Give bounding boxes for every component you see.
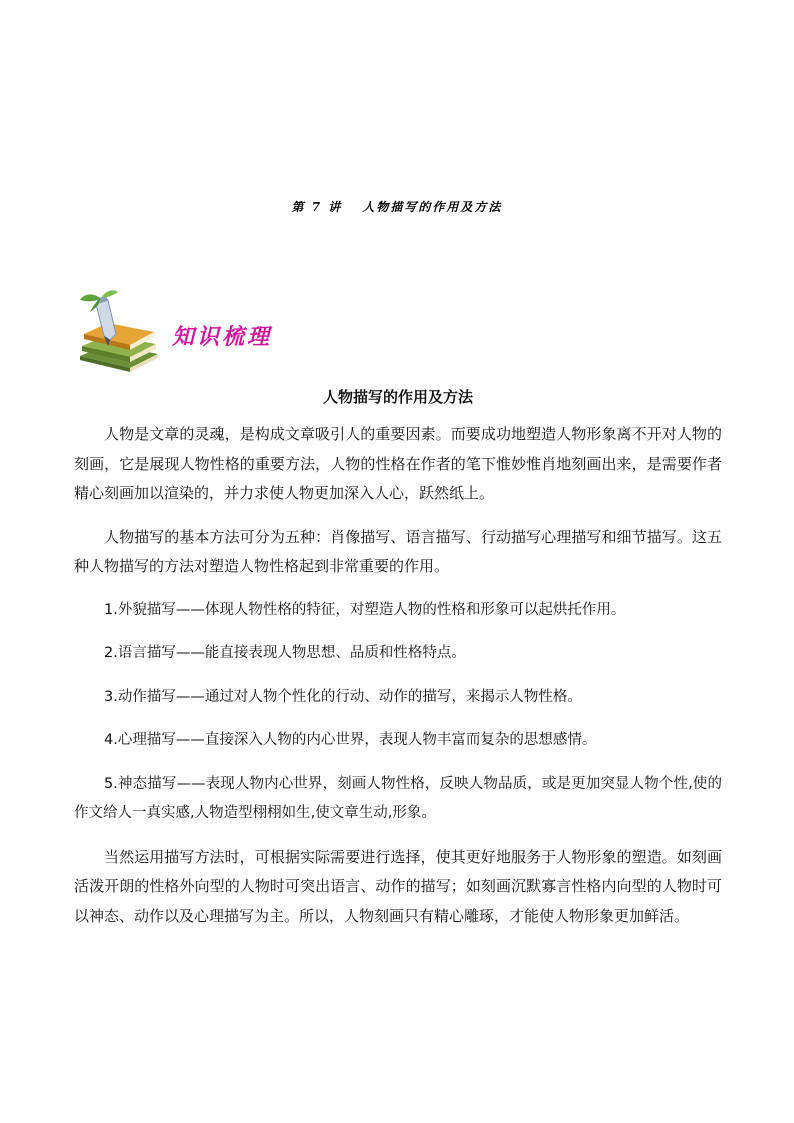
list-item: 4.心理描写——直接深入人物的内心世界，表现人物丰富而复杂的思想感情。 — [104, 732, 597, 748]
section-title: 知识梳理 — [172, 324, 273, 350]
paragraph: 人物是文章的灵魂，是构成文章吸引人的重要因素。而要成功地塑造人物形象离不开对人物的刻画，它是展现人物性格的重要方法，人物的性格在作者的笔下惟妙惟肖地刻画出来，是需要作者精心刻画加以渲染的，并力求使人物更加深入人心，跃然纸上。 — [74, 425, 722, 502]
lecture-title: 第 7 讲 人物描写的作用及方法 — [291, 200, 503, 214]
article-heading: 人物描写的作用及方法 — [322, 388, 473, 406]
paragraph: 人物描写的基本方法可分为五种：肖像描写、语言描写、行动描写心理描写和细节描写。这五种人物描写的方法对塑造人物性格起到非常重要的作用。 — [74, 527, 722, 575]
section-banner — [72, 290, 332, 374]
list-item: 2.语言描写——能直接表现人物思想、品质和性格特点。 — [104, 645, 466, 661]
list-item: 3.动作描写——通过对人物个性化的行动、动作的描写，来揭示人物性格。 — [104, 688, 582, 705]
list-item: 1.外貌描写——体现人物性格的特征，对塑造人物的性格和形象可以起烘托作用。 — [104, 601, 626, 618]
conclusion-paragraph: 当然运用描写方法时，可根据实际需要进行选择，使其更好地服务于人物形象的塑造。如刻画活泼开朗的性格外向型的人物时可突出语言、动作的描写；如刻画沉默寡言性格内向型的人物时可以神态、动作以及心理描写为主。所以，人物刻画只有精心雕琢，才能使人物形象更加鲜活。 — [74, 847, 722, 925]
book-stack-icon — [72, 290, 164, 372]
article — [74, 386, 722, 945]
list-item: 5.神态描写——表现人物内心世界，刻画人物性格，反映人物品质，或是更加突显人物个性,使的作文给人一真实感,人物造型栩栩如生,使文章生动,形象。 — [74, 775, 722, 821]
